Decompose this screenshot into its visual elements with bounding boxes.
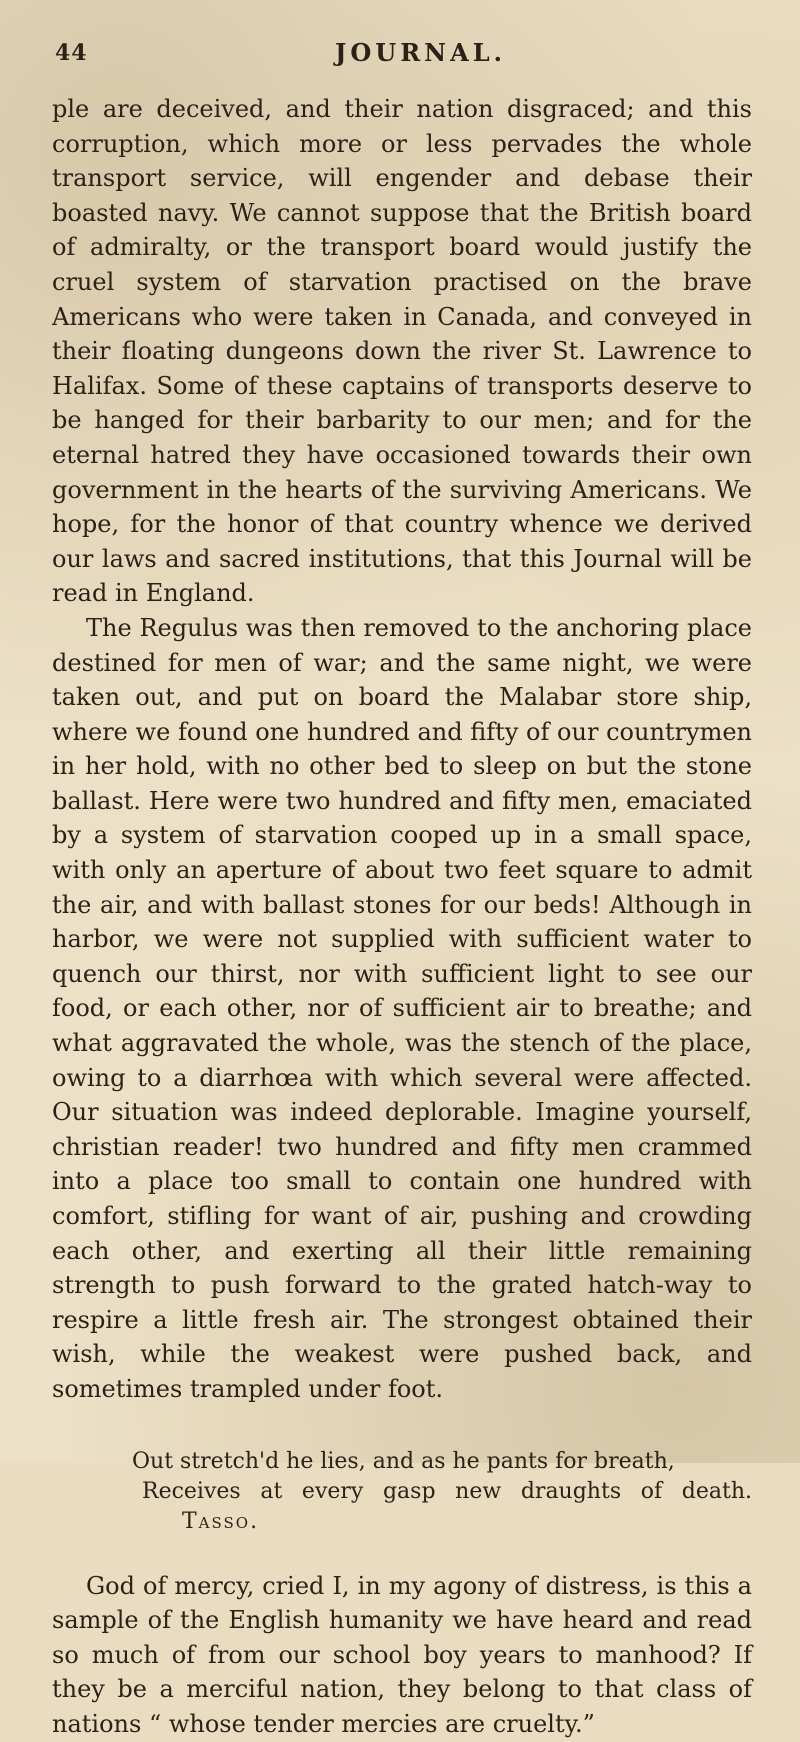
verse-quotation: [52, 1447, 752, 1537]
body-text: [52, 92, 752, 1742]
verse-line-2: [132, 1477, 752, 1537]
page-header: [0, 22, 800, 72]
verse-line-1: Out stretch'd he lies, and as he pants for breath,: [132, 1448, 675, 1474]
verse-attribution: Tasso.: [182, 1508, 260, 1534]
verse-line-2-text: Receives at every gasp new draughts of death.: [142, 1478, 752, 1504]
closing-paragraph: God of mercy, cried I, in my agony of distress, is this a sample of the English humanity we have heard and read so much of from our school boy years to manhood? If they be a merciful nation, they belong to that class of nations “ whose tender mercies are cruelty.”: [52, 1571, 752, 1738]
paragraph-1: ple are deceived, and their nation disgraced; and this corruption, which more or less pervades the whole transport service, will engender and debase their boasted navy. We cannot suppose that the British board of admiralty, or the transport board would justify the cruel system of starvation practised on the brave Americans who were taken in Canada, and conveyed in their floating dungeons down the river St. Lawrence to Halifax. Some of these captains of transports deserve to be hanged for their barbarity to our men; and for the eternal hatred they have occasioned towards their own government in the hearts of the surviving Americans. We hope, for the honor of that country whence we derived our laws and sacred institutions, that this Journal will be read in England.: [52, 95, 752, 608]
paragraph-2: The Regulus was then removed to the anchoring place destined for men of war; and the same night, we were taken out, and put on board the Malabar store ship, where we found one hundred and fifty of our countrymen in her hold, with no other bed to sleep on but the stone ballast. Here were two hundred and fifty men, emaciated by a system of starvation cooped up in a small space, with only an aperture of about two feet square to admit the air, and with ballast stones for our beds! Although in harbor, we were not supplied with sufficient water to quench our thirst, nor with sufficient light to see our food, or each other, nor of sufficient air to breathe; and what aggravated the whole, was the stench of the place, owing to a diarrhœa with which several were affected. Our situation was indeed deplorable. Imagine yourself, christian reader! two hundred and fifty men crammed into a place too small to contain one hundred with comfort, stifling for want of air, pushing and crowding each other, and exerting all their little remaining strength to push forward to the grated hatch-way to respire a little fresh air. The strongest obtained their wish, while the weakest were pushed back, and sometimes trampled under foot.: [52, 613, 752, 1403]
running-head: JOURNAL.: [335, 38, 506, 67]
page-number: 44: [55, 40, 88, 66]
